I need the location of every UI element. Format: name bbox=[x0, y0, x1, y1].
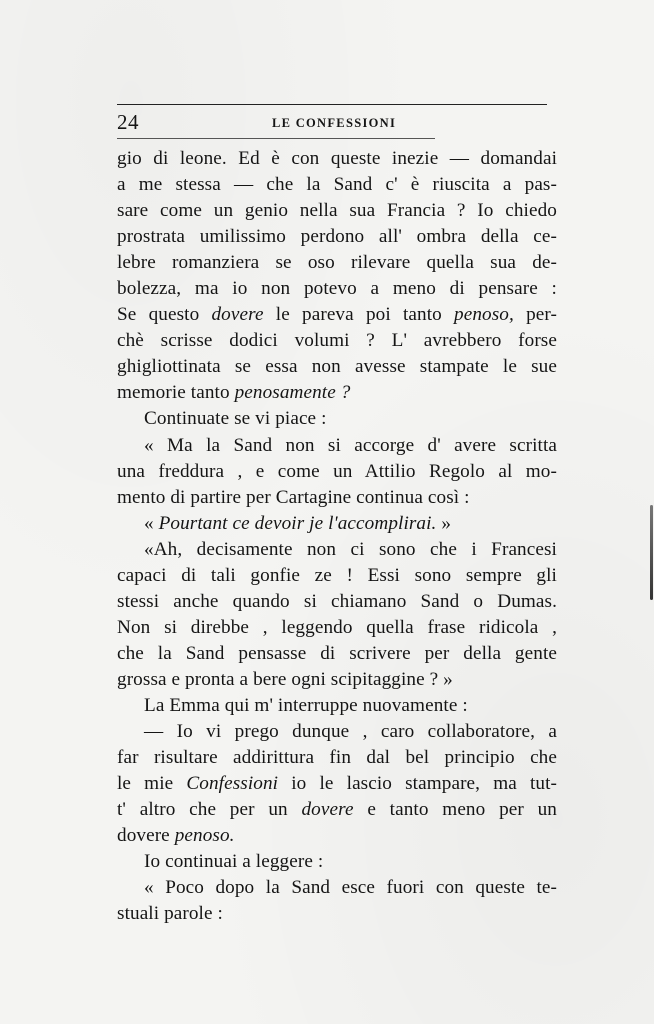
text-run: Io continuai a leggere : bbox=[144, 851, 324, 873]
text-run: — Io vi prego dunque , caro collaboratore, a bbox=[144, 721, 557, 743]
text-run: «Ah, decisamente non ci sono che i Francesi bbox=[144, 538, 557, 560]
italic-text: dovere bbox=[301, 799, 354, 821]
italic-text: dovere bbox=[211, 304, 264, 326]
italic-text: penoso. bbox=[174, 825, 235, 847]
text-line bbox=[117, 745, 557, 771]
text-run: t' altro che per un bbox=[117, 799, 302, 821]
text-run: le mie bbox=[117, 773, 187, 795]
text-line bbox=[117, 459, 557, 485]
text-line bbox=[117, 328, 557, 354]
italic-text: Pourtant ce devoir je l'accomplirai. bbox=[158, 512, 437, 534]
text-run: « Poco dopo la Sand esce fuori con queste te- bbox=[144, 877, 557, 899]
text-run: ghigliottinata se essa non avesse stampate le sue bbox=[117, 356, 557, 378]
text-line bbox=[117, 406, 557, 432]
text-run: per- bbox=[513, 304, 557, 326]
text-line bbox=[117, 901, 557, 927]
text-run: che la Sand pensasse di scrivere per della gente bbox=[117, 642, 557, 664]
text-run: » bbox=[436, 512, 452, 534]
text-run: Continuate se vi piace : bbox=[144, 408, 327, 430]
text-line bbox=[117, 823, 557, 849]
text-line bbox=[117, 354, 557, 380]
text-run: a me stessa — che la Sand c' è riuscita a pas- bbox=[117, 174, 557, 196]
text-line bbox=[117, 875, 557, 901]
text-line bbox=[117, 276, 557, 302]
header-rule bbox=[117, 138, 435, 139]
text-run: capaci di tali gonfie ze ! Essi sono sempre gli bbox=[117, 564, 557, 586]
text-run: dovere bbox=[117, 825, 175, 847]
running-title: LE CONFESSIONI bbox=[272, 116, 397, 130]
text-line bbox=[117, 224, 557, 250]
text-line bbox=[117, 615, 557, 641]
text-run: una freddura , e come un Attilio Regolo al mo- bbox=[117, 460, 557, 482]
text-run: memorie tanto bbox=[117, 382, 235, 404]
italic-text: Confessioni bbox=[186, 773, 279, 795]
running-head bbox=[117, 108, 555, 138]
text-line bbox=[117, 719, 557, 745]
text-line bbox=[117, 302, 557, 328]
text-run: Non si direbbe , leggendo quella frase ridicola , bbox=[117, 616, 557, 638]
text-line bbox=[117, 511, 557, 537]
text-run: Se questo bbox=[117, 304, 212, 326]
text-line bbox=[117, 198, 557, 224]
text-line bbox=[117, 172, 557, 198]
page-edge-mark bbox=[650, 505, 653, 600]
text-run: « Ma la Sand non si accorge d' avere scritta bbox=[144, 434, 557, 456]
body-text bbox=[117, 146, 557, 927]
text-line bbox=[117, 641, 557, 667]
text-line bbox=[117, 485, 557, 511]
text-run: bolezza, ma io non potevo a meno di pensare : bbox=[117, 278, 557, 300]
text-line bbox=[117, 433, 557, 459]
text-run: gio di leone. Ed è con queste inezie — domandai bbox=[117, 148, 557, 169]
text-run: La Emma qui m' interruppe nuovamente : bbox=[144, 694, 468, 716]
text-line bbox=[117, 537, 557, 563]
italic-text: penoso, bbox=[454, 304, 514, 326]
text-line bbox=[117, 849, 557, 875]
text-line bbox=[117, 146, 557, 172]
text-run: « bbox=[144, 512, 159, 534]
text-run: sare come un genio nella sua Francia ? Io chiedo bbox=[117, 200, 557, 222]
text-run: chè scrisse dodici volumi ? L' avrebbero forse bbox=[117, 330, 557, 352]
text-line bbox=[117, 693, 557, 719]
text-run: prostrata umilissimo perdono all' ombra della ce- bbox=[117, 226, 557, 248]
text-line bbox=[117, 771, 557, 797]
text-line bbox=[117, 589, 557, 615]
italic-text: penosamente ? bbox=[234, 382, 351, 404]
text-line bbox=[117, 380, 557, 406]
text-line bbox=[117, 797, 557, 823]
text-run: io le lascio stampare, ma tut- bbox=[278, 773, 557, 795]
page-number: 24 bbox=[117, 110, 139, 134]
text-run: far risultare addirittura fin dal bel principio che bbox=[117, 747, 557, 769]
text-run: e tanto meno per un bbox=[353, 799, 557, 821]
text-run: le pareva poi tanto bbox=[263, 304, 455, 326]
text-line bbox=[117, 667, 557, 693]
text-run: stuali parole : bbox=[117, 903, 223, 925]
text-line bbox=[117, 250, 557, 276]
text-line bbox=[117, 563, 557, 589]
text-run: stessi anche quando si chiamano Sand o Dumas. bbox=[117, 590, 557, 612]
text-run: mento di partire per Cartagine continua così : bbox=[117, 486, 470, 508]
text-run: lebre romanziera se oso rilevare quella sua de- bbox=[117, 252, 557, 274]
top-rule bbox=[117, 104, 547, 105]
text-run: grossa e pronta a bere ogni scipitaggine ? » bbox=[117, 668, 453, 690]
